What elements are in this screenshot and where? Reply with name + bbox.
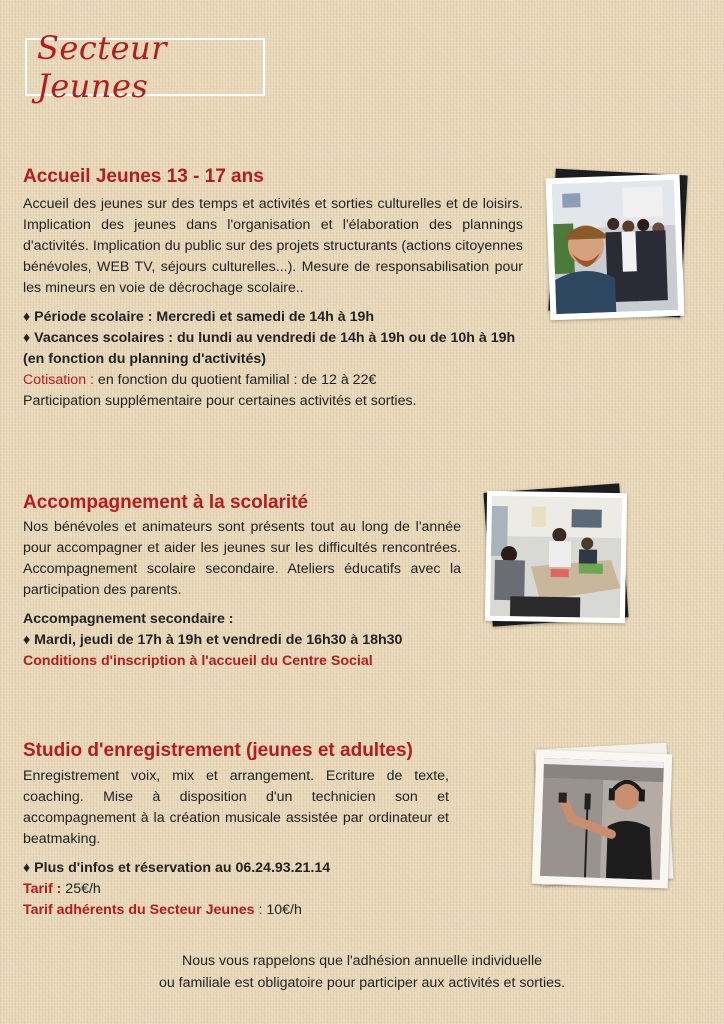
section-body: Nos bénévoles et animateurs sont présents tout au long de l'année pour accompagner et aider les jeunes sur les difficultés rencontrées. Accompagnement scolaire secondaire. Ateliers éducatifs avec la participation des parents. [23,519,461,598]
infos-reservation: ♦ Plus d'infos et réservation au 06.24.93.21.14 [23,860,331,876]
tarif-label: Tarif : [23,881,62,897]
schedule-periode: ♦ Période scolaire : Mercredi et samedi de 14h à 19h [23,309,375,325]
tarif-value: 25€/h [61,881,101,897]
tarif-adherents-value: : 10€/h [254,902,302,918]
photo-classroom [482,486,632,628]
schedule-vacances-note: (en fonction du planning d'activités) [23,351,266,367]
footer-line-1: Nous vous rappelons que l'adhésion annuelle individuelle [181,953,542,969]
section-body: Enregistrement voix, mix et arrangement. Ecriture de texte, coaching. Mise à disposition d'un technicien son et accompagnement à la création musicale assistée par ordinateur et beatmaking. [23,768,449,847]
schedule-vacances: ♦ Vacances scolaires : du lundi au vendredi de 14h à 19h ou de 10h à 19h [23,330,516,346]
cotisation-label: Cotisation : [23,372,94,388]
participation-line: Participation supplémentaire pour certaines activités et sorties. [23,393,417,409]
footer-notice [0,950,724,994]
photo-studio [530,744,678,892]
section-heading: Accompagnement à la scolarité [23,492,309,513]
section-heading: Accueil Jeunes 13 - 17 ans [23,166,264,187]
tarif-adherents-label: Tarif adhérents du Secteur Jeunes [23,902,255,918]
section-body: Accueil des jeunes sur des temps et activités et sorties culturelles et de loisirs. Implication des jeunes dans l'organisation et l'élaboration des plannings d'activités. Implication du public sur des projets structurants (actions citoyennes bénévoles, WEB TV, séjours culturelles...). Mesure de responsabilisation pour les mineurs en voie de décrochage scolaire.. [23,196,523,296]
tarif-line [23,879,449,900]
cotisation-value: en fonction du quotient familial : de 12 à 22€ [93,372,377,388]
sub-label: Accompagnement secondaire : [23,611,234,627]
section-accueil-jeunes [23,166,523,412]
tarif-adherents-line [23,900,449,921]
photo-group-selfie [548,172,688,320]
section-accompagnement-scolarite [23,492,461,672]
page-title-box [25,29,265,105]
conditions-inscription: Conditions d'inscription à l'accueil du Centre Social [23,653,373,669]
cotisation-line [23,370,523,391]
section-studio-enregistrement [23,740,449,921]
schedule-scolarite: ♦ Mardi, jeudi de 17h à 19h et vendredi de 16h30 à 18h30 [23,632,403,648]
section-heading: Studio d'enregistrement (jeunes et adultes) [23,740,413,761]
footer-line-2: ou familiale est obligatoire pour participer aux activités et sorties. [158,975,566,991]
page-title: Secteur Jeunes [37,29,167,105]
